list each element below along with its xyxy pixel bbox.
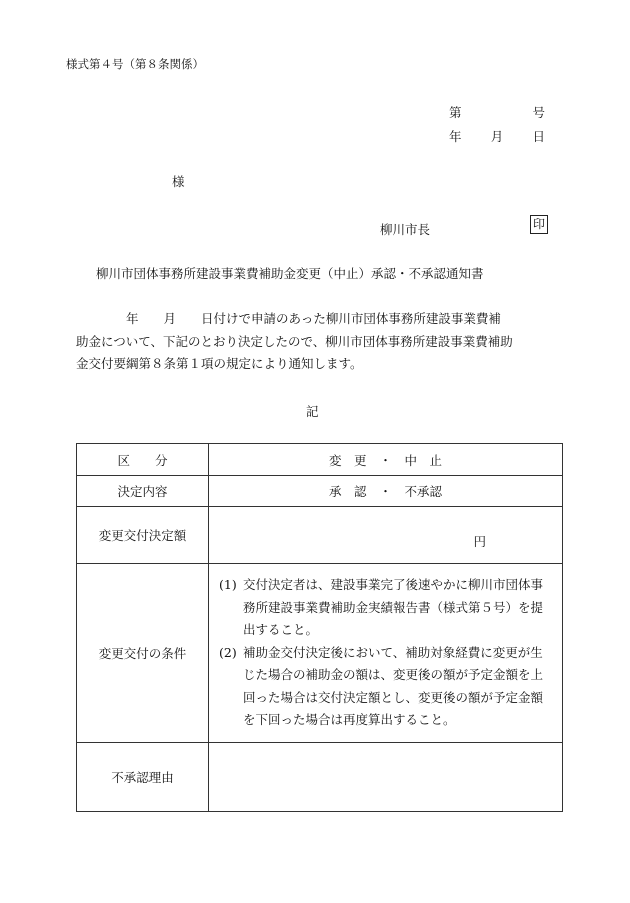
number-label-dai: 第 (449, 105, 462, 120)
body-text (76, 308, 566, 376)
conditions-content (209, 564, 563, 743)
option-separator: ・ (379, 484, 392, 499)
decision-options (209, 476, 563, 507)
option-change: 変 更 (328, 452, 367, 468)
document-number-line (449, 103, 545, 121)
number-label-go: 号 (532, 105, 545, 120)
table-row-reason (77, 743, 563, 812)
body-line: 年 月 日付けで申請のあった柳川市団体事務所建設事業費補 (76, 311, 501, 326)
category-label: 区 分 (77, 444, 209, 476)
table-row-category (77, 444, 563, 476)
body-line: 助金について、下記のとおり決定したので、柳川市団体事務所建設事業費補助 (76, 333, 513, 349)
issuer-name: 柳川市長 (380, 222, 431, 237)
document-title: 柳川市団体事務所建設事業費補助金変更（中止）承認・不承認通知書 (96, 266, 484, 281)
decision-label: 決定内容 (77, 476, 209, 507)
option-separator: ・ (379, 452, 392, 468)
body-line: 金交付要綱第８条第１項の規定により通知します。 (76, 356, 363, 371)
reason-field[interactable] (209, 743, 563, 812)
form-number: 様式第４号（第８条関係） (66, 57, 204, 71)
date-line (449, 127, 545, 145)
option-approve: 承 認 (328, 484, 367, 499)
decision-table (76, 443, 563, 812)
table-row-decision (77, 476, 563, 507)
category-options (209, 444, 563, 476)
amount-label: 変更交付決定額 (77, 507, 209, 564)
condition-text: 交付決定者は、建設事業完了後速やかに柳川市団体事務所建設事業費補助金実績報告書（様式第５号）を提出すること。 (243, 577, 544, 638)
conditions-label: 変更交付の条件 (77, 564, 209, 743)
condition-text: 補助金交付決定後において、補助対象経費に変更が生じた場合の補助金の額は、変更後の額が予定金額を上回った場合は交付決定額とし、変更後の額が予定金額を下回った場合は再度算出すること。 (243, 644, 544, 728)
table-row-conditions (77, 564, 563, 743)
condition-item (219, 574, 552, 642)
table-row-amount (77, 507, 563, 564)
amount-unit: 円 (209, 507, 563, 564)
reason-label: 不承認理由 (77, 743, 209, 812)
date-year: 年 (449, 129, 462, 144)
condition-number: (2) (219, 644, 237, 660)
ki-heading: 記 (306, 404, 319, 419)
option-reject: 不承認 (404, 484, 443, 499)
date-month: 月 (490, 129, 504, 144)
seal-mark: 印 (530, 215, 548, 234)
option-cancel: 中 止 (404, 452, 443, 468)
date-day: 日 (532, 129, 545, 144)
condition-item (219, 642, 552, 732)
addressee-suffix: 様 (172, 174, 185, 189)
condition-number: (1) (219, 577, 237, 593)
